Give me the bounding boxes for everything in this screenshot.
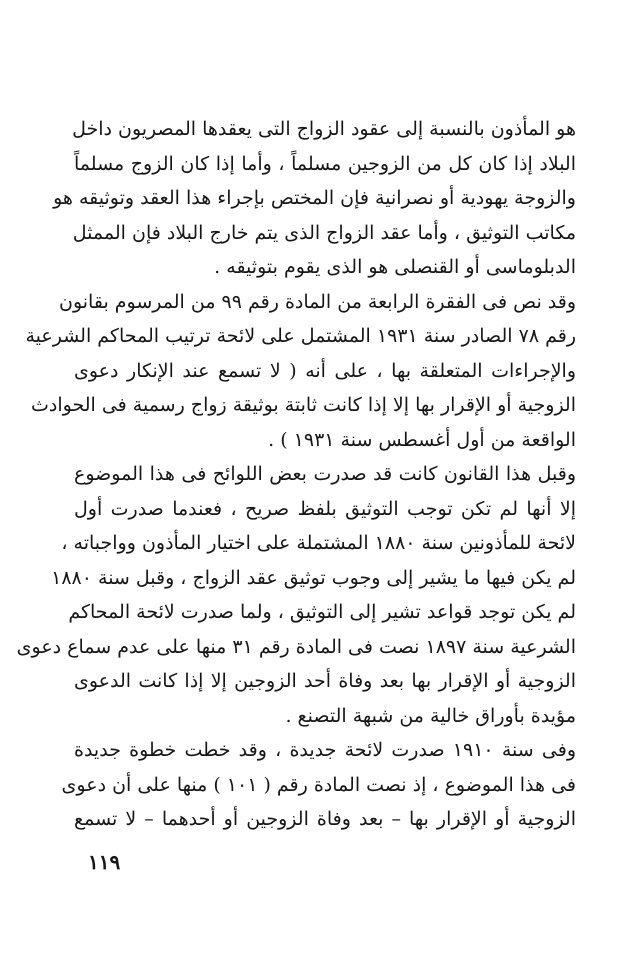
text-line: لم يكن فيها ما يشير إلى وجوب توثيق عقد الزواج ، وقبل سنة ١٨٨٠ bbox=[51, 566, 576, 589]
text-line: والزوجة يهودية أو نصرانية فإن المختص بإجراء هذا العقد وتوثيقه هو bbox=[53, 187, 576, 209]
text-line: فى هذا الموضوع ، إذ نصت المادة رقم ( ١٠١ ) منها على أن دعوى bbox=[61, 773, 576, 796]
text-line: هو المأذون بالنسبة إلى عقود الزواج التى يعقدها المصريون داخل bbox=[72, 118, 576, 140]
text-line: والإجراءات المتعلقة بها ، على أنه ( لا تسمع عند الإنكار دعوى bbox=[74, 359, 576, 382]
paragraph-1 bbox=[53, 112, 576, 285]
text-line: وقد نص فى الفقرة الرابعة من المادة رقم ٩٩ من المرسوم بقانون bbox=[59, 290, 576, 313]
paragraph-3 bbox=[16, 457, 576, 733]
text-line: الدبلوماسى أو القنصلى هو الذى يقوم بتوثيقه . bbox=[214, 256, 576, 278]
text-line: الشرعية سنة ١٨٩٧ نصت فى المادة رقم ٣١ منها على عدم سماع دعوى bbox=[16, 635, 576, 658]
text-line: وفى سنة ١٩١٠ صدرت لائحة جديدة ، وقد خطت خطوة جديدة bbox=[74, 739, 576, 761]
text-line: الزوجية أو الإقرار بها بعد وفاة أحد الزوجين إلا إذا كانت الدعوى bbox=[74, 670, 576, 692]
text-line: إلا أنها لم تكن توجب التوثيق بلفظ صريح ، فعندما صدرت أول bbox=[74, 497, 576, 520]
text-line: الواقعة من أول أغسطس سنة ١٩٣١ ) . bbox=[268, 428, 576, 451]
paragraph-4 bbox=[61, 733, 576, 837]
text-line: لائحة للمأذونين سنة ١٨٨٠ المشتملة على اختيار المأذون وواجباته ، bbox=[61, 532, 576, 554]
page-number: ١١٩ bbox=[88, 850, 121, 874]
text-line: رقم ٧٨ الصادر سنة ١٩٣١ المشتمل على لائحة ترتيب المحاكم الشرعية bbox=[25, 325, 576, 347]
text-line: مؤيدة بأوراق خالية من شبهة التصنع . bbox=[285, 704, 576, 727]
text-line: مكاتب التوثيق ، وأما عقد الزواج الذى يتم خارج البلاد فإن الممثل bbox=[72, 221, 576, 244]
body-text bbox=[16, 112, 576, 837]
text-line: البلاد إذا كان كل من الزوجين مسلماً ، وأما إذا كان الزوج مسلماً bbox=[74, 152, 576, 175]
text-line: الزوجية أو الإقرار بها – بعد وفاة الزوجين أو أحدهما – لا تسمع bbox=[74, 808, 576, 830]
paragraph-2 bbox=[25, 285, 576, 458]
text-line: لم يكن توجد قواعد تشير إلى التوثيق ، ولما صدرت لائحة المحاكم bbox=[68, 601, 576, 623]
text-line: وقبل هذا القانون كانت قد صدرت بعض اللوائح فى هذا الموضوع bbox=[74, 463, 576, 485]
text-line: الزوجية أو الإقرار بها إلا إذا كانت ثابتة بوثيقة زواج رسمية فى الحوادث bbox=[31, 394, 576, 416]
